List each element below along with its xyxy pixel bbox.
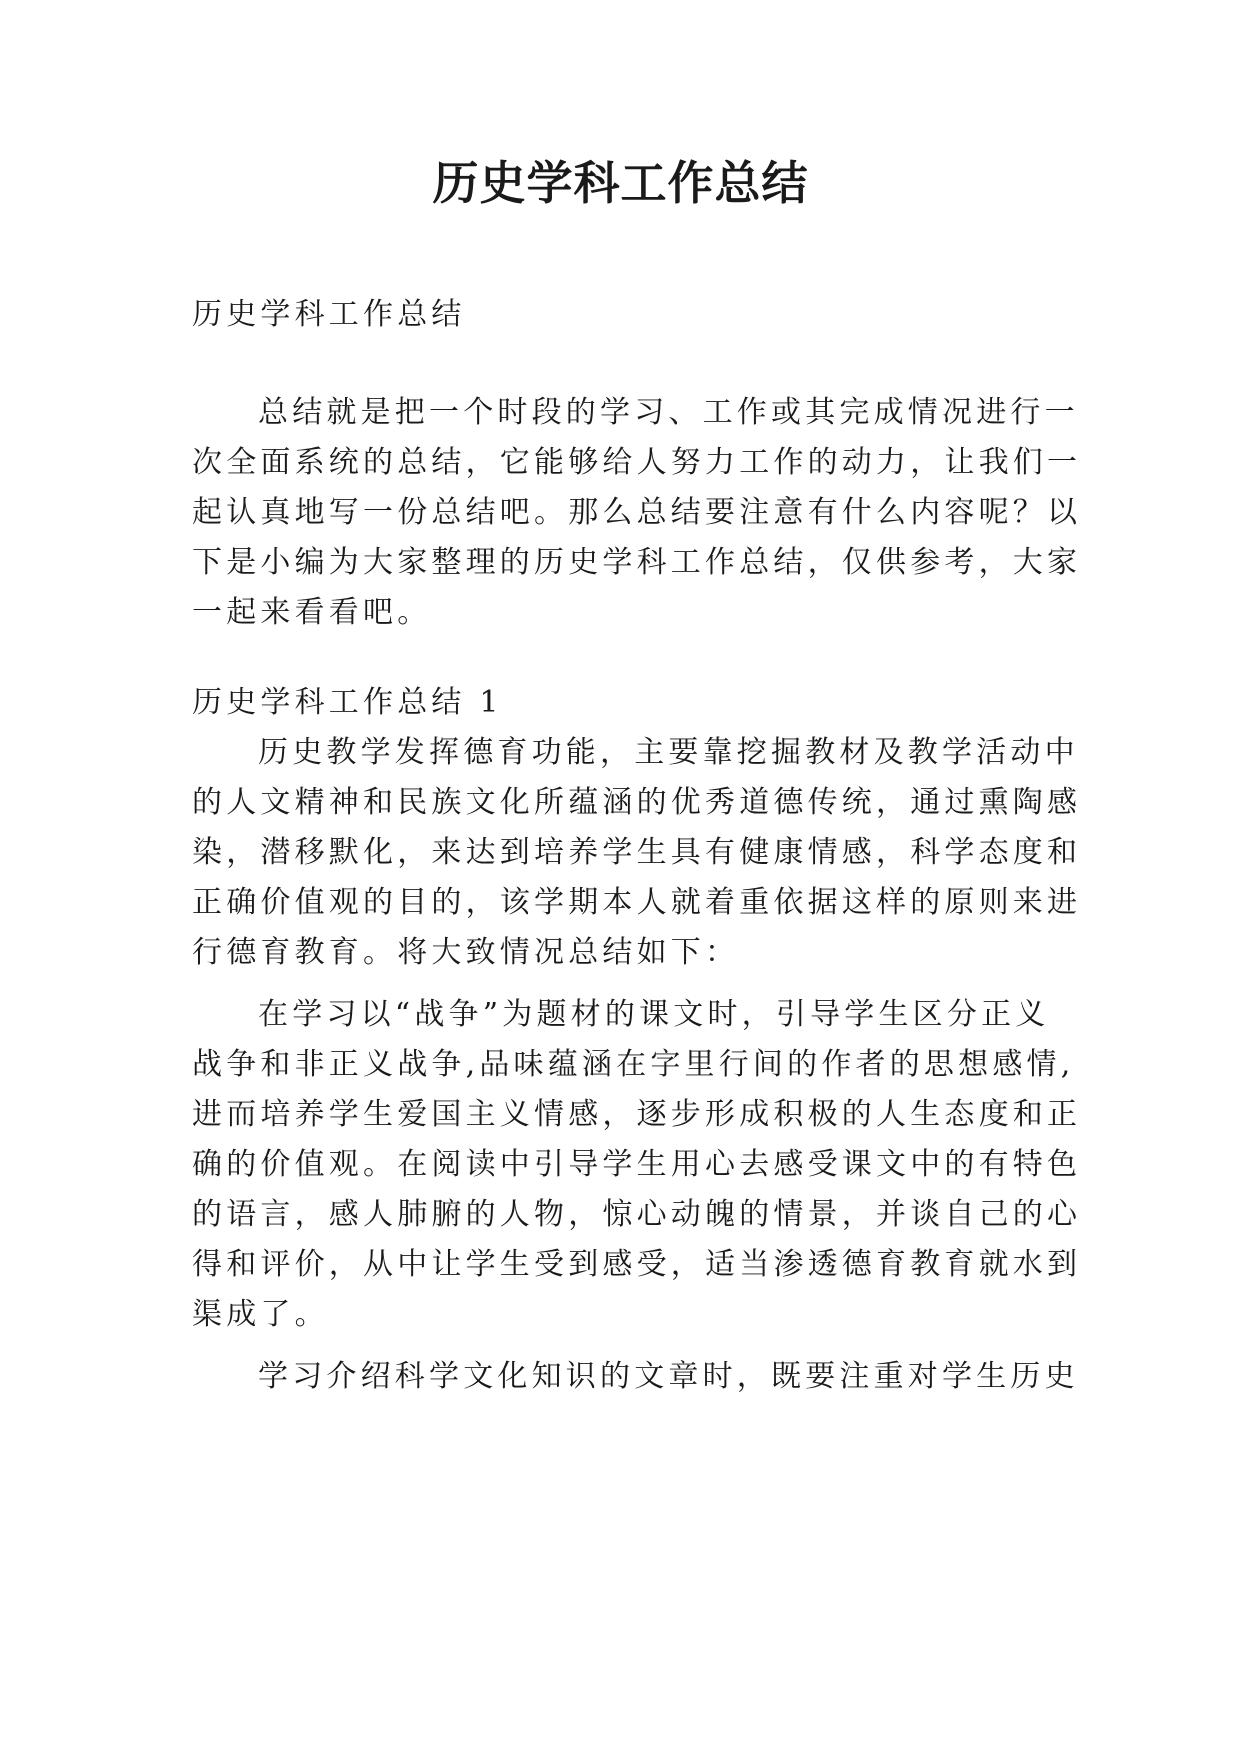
document-subtitle: 历史学科工作总结 bbox=[192, 297, 466, 332]
text-line: 一起来看看吧。 bbox=[192, 595, 432, 630]
text-line: 的人文精神和民族文化所蕴涵的优秀道德传统，通过熏陶感 bbox=[192, 785, 1082, 820]
text-line: 起认真地写一份总结吧。那么总结要注意有什么内容呢？以 bbox=[192, 495, 1082, 530]
text-line: 确的价值观。在阅读中引导学生用心去感受课文中的有特色 bbox=[192, 1147, 1082, 1182]
text-line: 历史教学发挥德育功能，主要靠挖掘教材及教学活动中 bbox=[258, 735, 1079, 770]
text-line: 下是小编为大家整理的历史学科工作总结，仅供参考，大家 bbox=[192, 545, 1082, 580]
text-line: 的语言，感人肺腑的人物，惊心动魄的情景，并谈自己的心 bbox=[192, 1197, 1082, 1232]
text-line: 学习介绍科学文化知识的文章时，既要注重对学生历史 bbox=[258, 1359, 1079, 1394]
text-line: 正确价值观的目的，该学期本人就着重依据这样的原则来进 bbox=[192, 885, 1082, 920]
text-line: 染，潜移默化，来达到培养学生具有健康情感，科学态度和 bbox=[192, 835, 1082, 870]
paragraph-2 bbox=[192, 990, 1082, 1340]
text-line: 战争和非正义战争,品味蕴涵在字里行间的作者的思想感情, bbox=[192, 1047, 1075, 1082]
intro-paragraph bbox=[192, 388, 1082, 638]
text-line: 渠成了。 bbox=[192, 1297, 329, 1332]
document-body bbox=[192, 290, 1082, 1402]
text-line: 行德育教育。将大致情况总结如下： bbox=[192, 935, 740, 970]
text-line: 进而培养学生爱国主义情感，逐步形成积极的人生态度和正 bbox=[192, 1097, 1082, 1132]
paragraph-3 bbox=[192, 1352, 1079, 1402]
paragraph-1 bbox=[192, 728, 1082, 978]
section-heading: 历史学科工作总结 1 bbox=[192, 685, 503, 720]
text-line: 在学习以“战争”为题材的课文时，引导学生区分正义 bbox=[258, 997, 1050, 1032]
text-line: 次全面系统的总结，它能够给人努力工作的动力，让我们一 bbox=[192, 445, 1082, 480]
document-title: 历史学科工作总结 bbox=[432, 156, 809, 210]
text-line: 得和评价，从中让学生受到感受，适当渗透德育教育就水到 bbox=[192, 1247, 1082, 1282]
text-line: 总结就是把一个时段的学习、工作或其完成情况进行一 bbox=[258, 395, 1079, 430]
